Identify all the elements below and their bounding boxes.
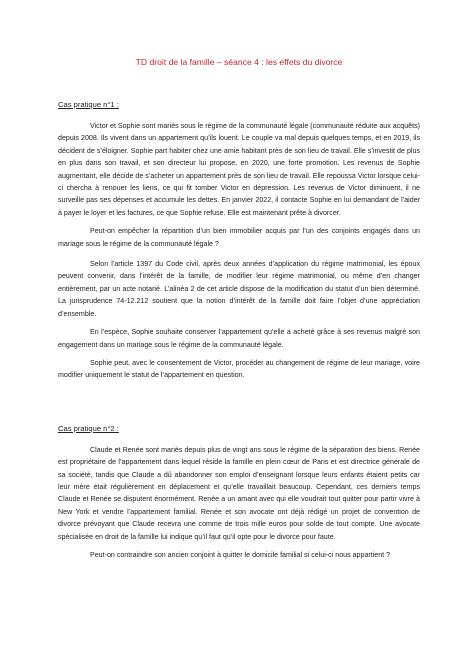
section-spacer <box>58 388 420 424</box>
case1-facts: Victor et Sophie sont mariés sous le régime de la communauté légale (communauté réduite aux acquêts) depuis 2008. Ils vivent dans un appartement qu’ils louent. Le couple va mal depuis quelques temps, et en 2019, ils décident de s’éloigner. Sophie part habiter chez une amie habitant près de son lieu de travail. Elle s’investit de plus en plus dans son travail, et son directeur lui propose, en 2020, une forte promotion. Les revenus de Sophie augmentant, elle décide de s’acheter un appartement près de son lieu de travail. Elle repoussa Victor lorsque celui-ci chercha à renouer les liens, ce qui fit tomber Victor en dépression. Les revenus de Victor diminuent, il ne surveille pas ses dépenses et accumule les dettes. En janvier 2022, il contacte Sophie en lui demandant de l’aider à payer le loyer et les factures, ce que Sophie refuse. Elle est maintenant prête à divorcer. <box>58 122 420 217</box>
case1-conclusion: Sophie peut, avec le consentement de Victor, procéder au changement de régime de leur mariage, voire modifier uniquement le statut de l’appartement en question. <box>58 358 420 380</box>
document-title: TD droit de la famille – séance 4 : les effets du divorce <box>135 57 343 67</box>
case1-application: En l’espèce, Sophie souhaite conserver l’appartement qu’elle a acheté grâce à ses revenus malgré son engagement dans un mariage sous le régime de la communauté légale. <box>58 328 420 349</box>
case2-facts: Claude et Renée sont mariés depuis plus de vingt ans sous le régime de la séparation des biens. Renée est propriétaire de l’appartement dans lequel réside la famille en plein cœur de Paris et est directrice générale de sa société, tandis que Claude a dû abandonner son emploi d’enseignant lorsque leurs enfants étaient petits car leur mère était régulièrement en déplacement et qu’elle travaillait beaucoup. Cependant, ces derniers temps Claude et Renée se disputent énormément. Renée a un amant avec qui elle voudrait tout quitter pour partir vivre à New York et vendre l’appartement familial. Renée et son avocate ont déjà rédigé un projet de convention de divorce prévoyant que Claude recevra une comme de trois mille euros pour solde de tout compte. Une avocate spécialisée en droit de la famille lui indique qu’il faut qu’il opte pour le divorce pour faute. <box>58 445 420 541</box>
case2-heading: Cas pratique n°2 : <box>58 423 119 433</box>
case2-question: Peut-on contraindre son ancien conjoint à quitter le domicile familial si celui-ci nous appartient ? <box>90 550 391 559</box>
case1-heading: Cas pratique n°1 : <box>58 100 119 109</box>
case1-question: Peut-on empêcher la répartition d’un bien immobilier acquis par l’un des conjoints engagés dans un mariage sous le régime de la communauté légale ? <box>58 227 420 248</box>
case1-law: Selon l’article 1397 du Code civil, après deux années d’application du régime matrimonial, les époux peuvent convenir, dans l’intérêt de la famille, de modifier leur régime matrimonial, ou même d’en changer entièrement, par un acte notarié. L’alinéa 2 de cet article dispose de la modification du statut d’un bien déterminé. La jurisprudence 74-12.212 soutient que la notion d’intérêt de la famille doit faire l’objet d’une appréciation d’ensemble. <box>58 260 420 318</box>
